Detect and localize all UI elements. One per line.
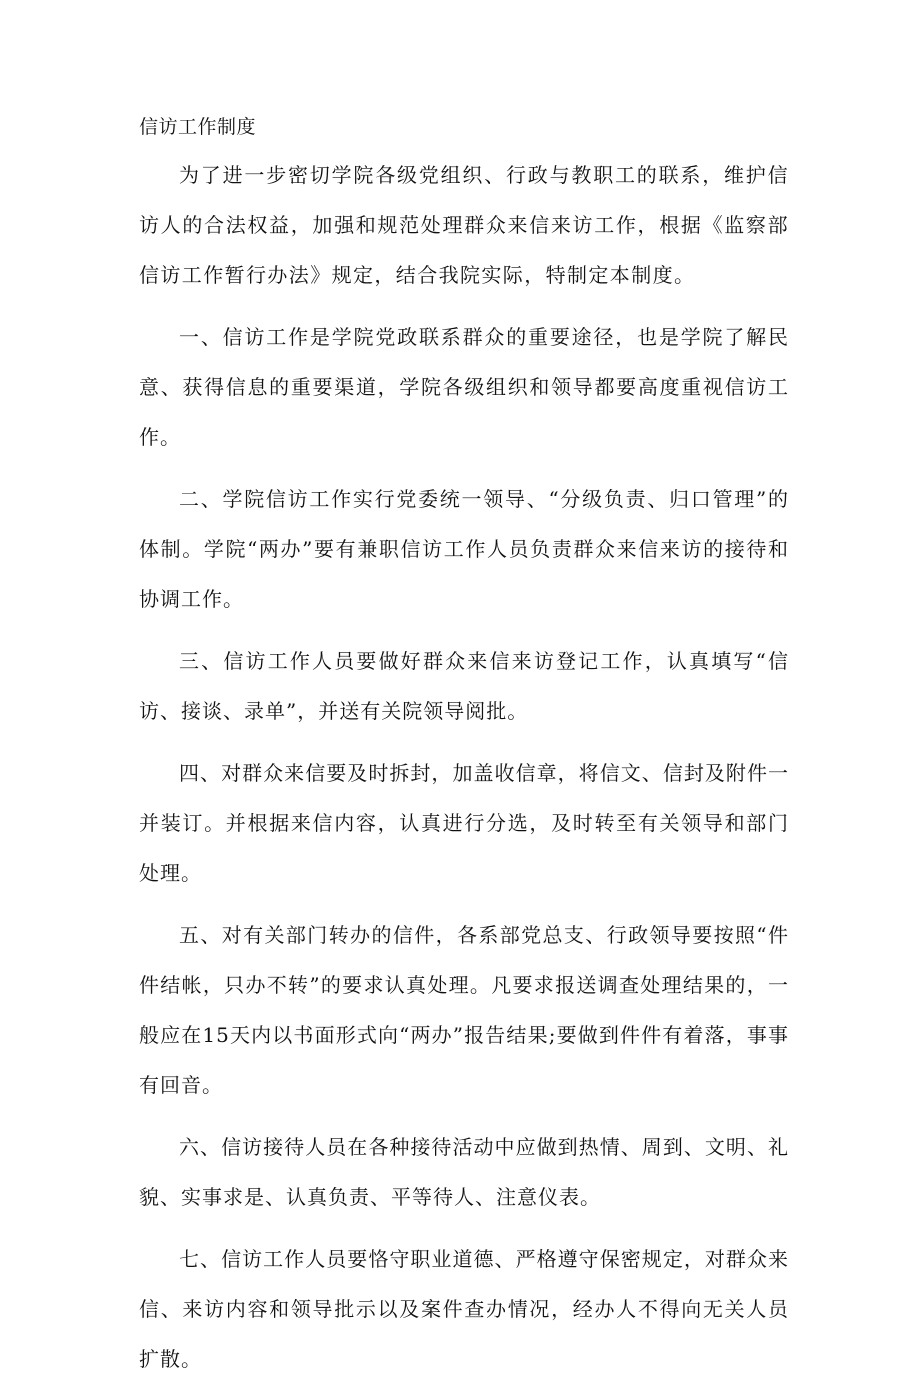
- paragraph-clause-2: 二、学院信访工作实行党委统一领导、“分级负责、归口管理”的体制。学院“两办”要有兼职信访工作人员负责群众来信来访的接待和协调工作。: [139, 487, 789, 611]
- document-body: [139, 110, 789, 1396]
- paragraph-clause-7: 七、信访工作人员要恪守职业道德、严格遵守保密规定，对群众来信、来访内容和领导批示以及案件查办情况，经办人不得向无关人员扩散。: [139, 1247, 789, 1371]
- paragraph-clause-4: 四、对群众来信要及时拆封，加盖收信章，将信文、信封及附件一并装订。并根据来信内容，认真进行分选，及时转至有关领导和部门处理。: [139, 761, 789, 885]
- paragraph-clause-3: 三、信访工作人员要做好群众来信来访登记工作，认真填写“信访、接谈、录单”，并送有关院领导阅批。: [139, 649, 789, 723]
- document-title: 信访工作制度: [139, 116, 257, 138]
- paragraph-intro: 为了进一步密切学院各级党组织、行政与教职工的联系，维护信访人的合法权益，加强和规范处理群众来信来访工作，根据《监察部信访工作暂行办法》规定，结合我院实际，特制定本制度。: [139, 163, 789, 287]
- paragraph-clause-6: 六、信访接待人员在各种接待活动中应做到热情、周到、文明、礼貌、实事求是、认真负责、平等待人、注意仪表。: [139, 1135, 789, 1209]
- paragraph-clause-1: 一、信访工作是学院党政联系群众的重要途径，也是学院了解民意、获得信息的重要渠道，学院各级组织和领导都要高度重视信访工作。: [139, 325, 789, 449]
- paragraph-clause-5: 五、对有关部门转办的信件，各系部党总支、行政领导要按照“件件结帐，只办不转”的要求认真处理。凡要求报送调查处理结果的，一般应在15天内以书面形式向“两办”报告结果;要做到件件有着落，事事有回音。: [139, 923, 789, 1097]
